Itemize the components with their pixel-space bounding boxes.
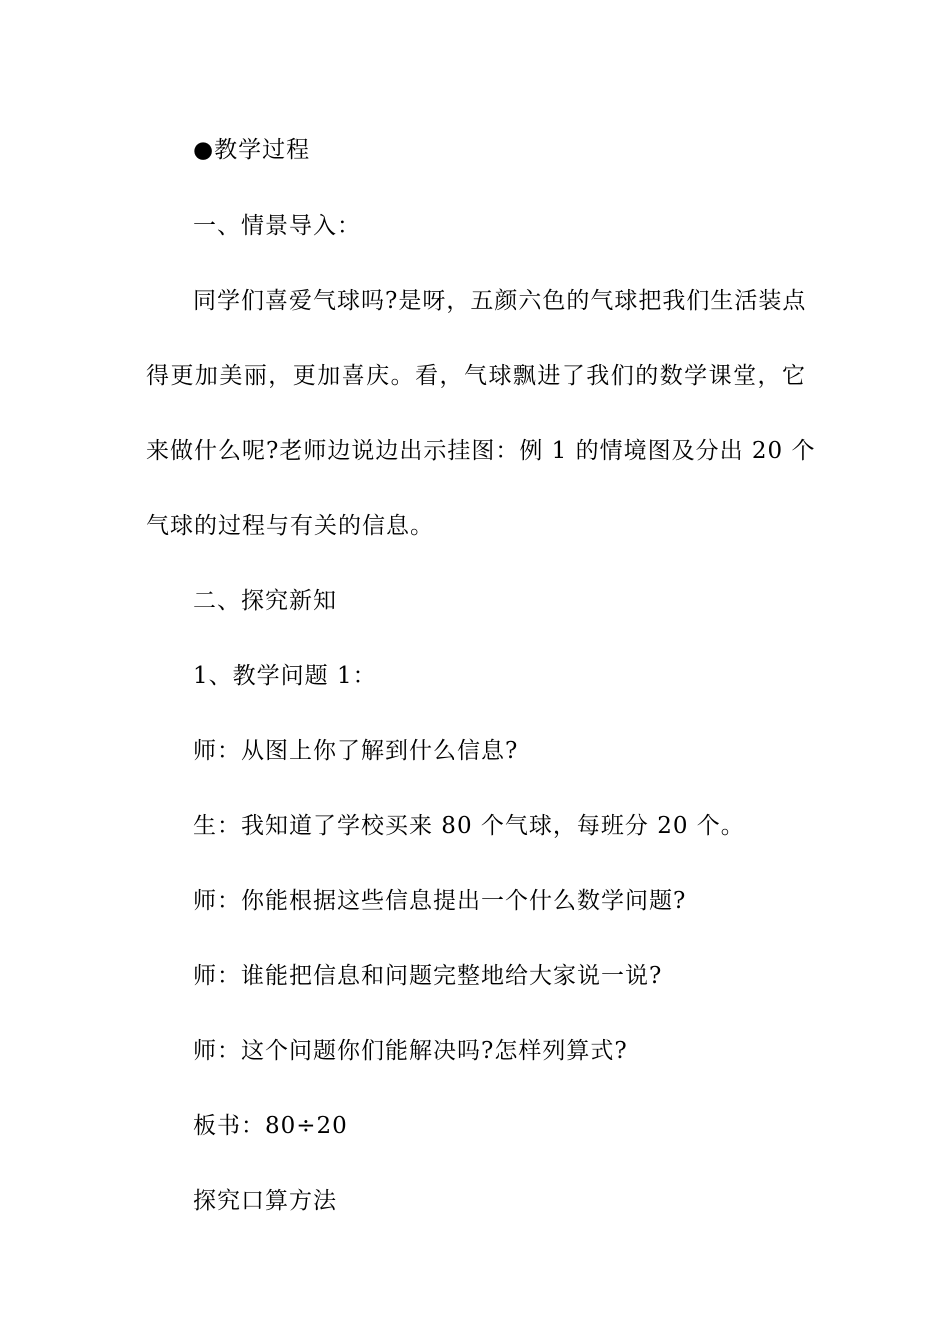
- dialogue-line: 师：谁能把信息和问题完整地给大家说一说?: [193, 963, 663, 989]
- explore-mental-calc: 探究口算方法: [193, 1188, 337, 1214]
- paragraph-line-2: 得更加美丽，更加喜庆。看，气球飘进了我们的数学课堂，它: [146, 363, 806, 389]
- section-explore-new: 二、探究新知: [193, 588, 337, 614]
- dialogue-line: 师：你能根据这些信息提出一个什么数学问题?: [193, 888, 687, 914]
- paragraph-line-3: 来做什么呢?老师边说边出示挂图：例 1 的情境图及分出 20 个: [146, 438, 816, 464]
- dialogue-line: 师：这个问题你们能解决吗?怎样列算式?: [193, 1038, 628, 1064]
- paragraph-line-4: 气球的过程与有关的信息。: [146, 513, 434, 539]
- dialogue-line: 生：我知道了学校买来 80 个气球，每班分 20 个。: [193, 813, 745, 839]
- problem-1-heading: 1、教学问题 1：: [193, 663, 377, 689]
- paragraph-line-1: 同学们喜爱气球吗?是呀，五颜六色的气球把我们生活装点: [193, 288, 807, 314]
- dialogue-line: 师：从图上你了解到什么信息?: [193, 738, 519, 764]
- section-scenario-intro: 一、情景导入：: [193, 213, 361, 239]
- board-writing: 板书：80÷20: [193, 1113, 348, 1139]
- heading-teaching-process: ●教学过程: [193, 137, 311, 163]
